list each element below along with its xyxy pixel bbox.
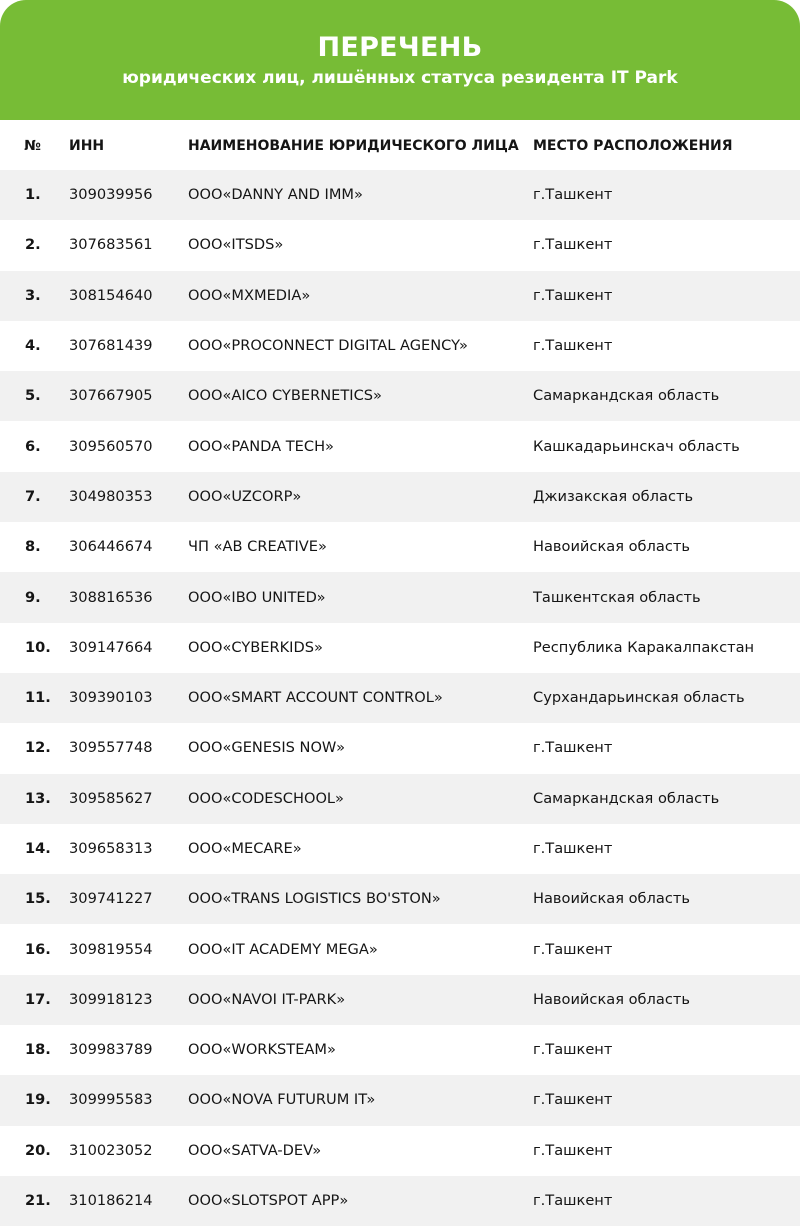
row-company-name: ООО«IBO UNITED» — [188, 588, 326, 606]
row-inn: 309585627 — [69, 789, 153, 807]
row-company-name: ООО«MECARE» — [188, 840, 302, 857]
row-location: Самаркандская область — [533, 789, 720, 807]
row-number: 20. — [25, 1141, 51, 1159]
row-number: 4. — [25, 337, 41, 355]
row-number: 13. — [25, 789, 51, 807]
row-inn: 309560570 — [69, 437, 153, 455]
row-company-name: ООО«SMART ACCOUNT CONTROL» — [188, 689, 443, 707]
row-inn: 307667905 — [69, 387, 153, 405]
row-inn: 309658313 — [69, 840, 153, 857]
row-location: г.Ташкент — [533, 1091, 613, 1109]
row-inn: 308816536 — [69, 588, 153, 606]
row-location: г.Ташкент — [533, 236, 613, 254]
table-row — [0, 874, 800, 924]
column-header-inn: ИНН — [69, 138, 105, 154]
column-header-number: № — [24, 138, 41, 154]
row-number: 17. — [25, 990, 51, 1008]
row-company-name: ООО«SLOTSPOT APP» — [188, 1192, 349, 1210]
row-number: 6. — [25, 437, 41, 455]
row-location: г.Ташкент — [533, 739, 613, 757]
row-number: 14. — [25, 840, 51, 857]
table-body — [0, 170, 800, 1226]
row-number: 10. — [25, 638, 51, 656]
table-row — [0, 522, 800, 572]
row-inn: 309918123 — [69, 990, 153, 1008]
row-number: 21. — [25, 1192, 51, 1210]
table-row — [0, 572, 800, 622]
table-row — [0, 774, 800, 824]
row-number: 8. — [25, 538, 41, 556]
row-number: 2. — [25, 236, 41, 254]
row-inn: 306446674 — [69, 538, 153, 556]
column-header-location: МЕСТО РАСПОЛОЖЕНИЯ — [533, 138, 733, 154]
table-row — [0, 170, 800, 220]
table-row — [0, 723, 800, 773]
page-title: ПЕРЕЧЕНЬ — [317, 32, 483, 63]
row-company-name: ООО«GENESIS NOW» — [188, 739, 346, 757]
row-company-name: ЧП «AB CREATIVE» — [188, 538, 327, 556]
row-number: 18. — [25, 1041, 51, 1059]
row-company-name: ООО«DANNY AND IMM» — [188, 186, 363, 204]
row-inn: 309557748 — [69, 739, 153, 757]
row-location: Навоийская область — [533, 890, 690, 908]
row-company-name: ООО«TRANS LOGISTICS BO'STON» — [188, 890, 441, 908]
row-number: 11. — [25, 689, 51, 707]
row-inn: 309147664 — [69, 638, 153, 656]
row-location: Навоийская область — [533, 990, 690, 1008]
row-location: г.Ташкент — [533, 1041, 613, 1059]
table-row — [0, 472, 800, 522]
row-number: 15. — [25, 890, 51, 908]
row-location: г.Ташкент — [533, 840, 613, 857]
row-location: Навоийская область — [533, 538, 690, 556]
row-number: 7. — [25, 487, 41, 505]
table-row — [0, 824, 800, 874]
table-row — [0, 1176, 800, 1226]
row-location: Самаркандская область — [533, 387, 720, 405]
table-row — [0, 1075, 800, 1125]
row-location: Джизакская область — [533, 487, 694, 505]
table-row — [0, 1025, 800, 1075]
column-header-name: НАИМЕНОВАНИЕ ЮРИДИЧЕСКОГО ЛИЦА — [188, 138, 519, 154]
row-company-name: ООО«MXMEDIA» — [188, 286, 311, 304]
row-location: г.Ташкент — [533, 337, 613, 355]
row-inn: 307683561 — [69, 236, 153, 254]
table-row — [0, 924, 800, 974]
table-header — [0, 120, 800, 170]
row-company-name: ООО«NOVA FUTURUM IT» — [188, 1091, 376, 1109]
row-company-name: ООО«ITSDS» — [188, 236, 284, 254]
table-row — [0, 421, 800, 471]
row-location: Ташкентская область — [533, 588, 701, 606]
table-row — [0, 975, 800, 1025]
header-banner — [0, 0, 800, 120]
table-row — [0, 271, 800, 321]
row-inn: 310186214 — [69, 1192, 153, 1210]
row-location: Республика Каракалпакстан — [533, 638, 755, 656]
row-inn: 309819554 — [69, 940, 153, 958]
row-company-name: ООО«PANDA TECH» — [188, 437, 334, 455]
row-number: 19. — [25, 1091, 51, 1109]
row-inn: 309995583 — [69, 1091, 153, 1109]
row-number: 16. — [25, 940, 51, 958]
table-row — [0, 1126, 800, 1176]
row-inn: 309390103 — [69, 689, 153, 707]
row-company-name: ООО«AICO CYBERNETICS» — [188, 387, 382, 405]
row-number: 9. — [25, 588, 41, 606]
row-inn: 309983789 — [69, 1041, 153, 1059]
row-location: г.Ташкент — [533, 1141, 613, 1159]
table-row — [0, 623, 800, 673]
row-inn: 309741227 — [69, 890, 153, 908]
table-row — [0, 220, 800, 270]
row-company-name: ООО«CYBERKIDS» — [188, 638, 323, 656]
row-inn: 307681439 — [69, 337, 153, 355]
row-company-name: ООО«CODESCHOOL» — [188, 789, 344, 807]
row-number: 5. — [25, 387, 41, 405]
row-location: Кашкадарьинскач область — [533, 437, 740, 455]
row-company-name: ООО«NAVOI IT-PARK» — [188, 990, 346, 1008]
row-inn: 304980353 — [69, 487, 153, 505]
table-row — [0, 673, 800, 723]
row-location: Сурхандарьинская область — [533, 689, 745, 707]
row-number: 3. — [25, 286, 41, 304]
row-inn: 309039956 — [69, 186, 153, 204]
row-location: г.Ташкент — [533, 186, 613, 204]
table-row — [0, 371, 800, 421]
row-number: 1. — [25, 186, 41, 204]
row-company-name: ООО«PROCONNECT DIGITAL AGENCY» — [188, 337, 468, 355]
row-location: г.Ташкент — [533, 940, 613, 958]
row-company-name: ООО«WORKSTEAM» — [188, 1041, 336, 1059]
row-company-name: ООО«UZCORP» — [188, 487, 302, 505]
row-inn: 308154640 — [69, 286, 153, 304]
page-subtitle: юридических лиц, лишённых статуса резидента IT Park — [122, 68, 678, 88]
table-row — [0, 321, 800, 371]
row-location: г.Ташкент — [533, 286, 613, 304]
row-company-name: ООО«SATVA-DEV» — [188, 1141, 322, 1159]
row-inn: 310023052 — [69, 1141, 153, 1159]
row-number: 12. — [25, 739, 51, 757]
row-company-name: ООО«IT ACADEMY MEGA» — [188, 940, 378, 958]
row-location: г.Ташкент — [533, 1192, 613, 1210]
